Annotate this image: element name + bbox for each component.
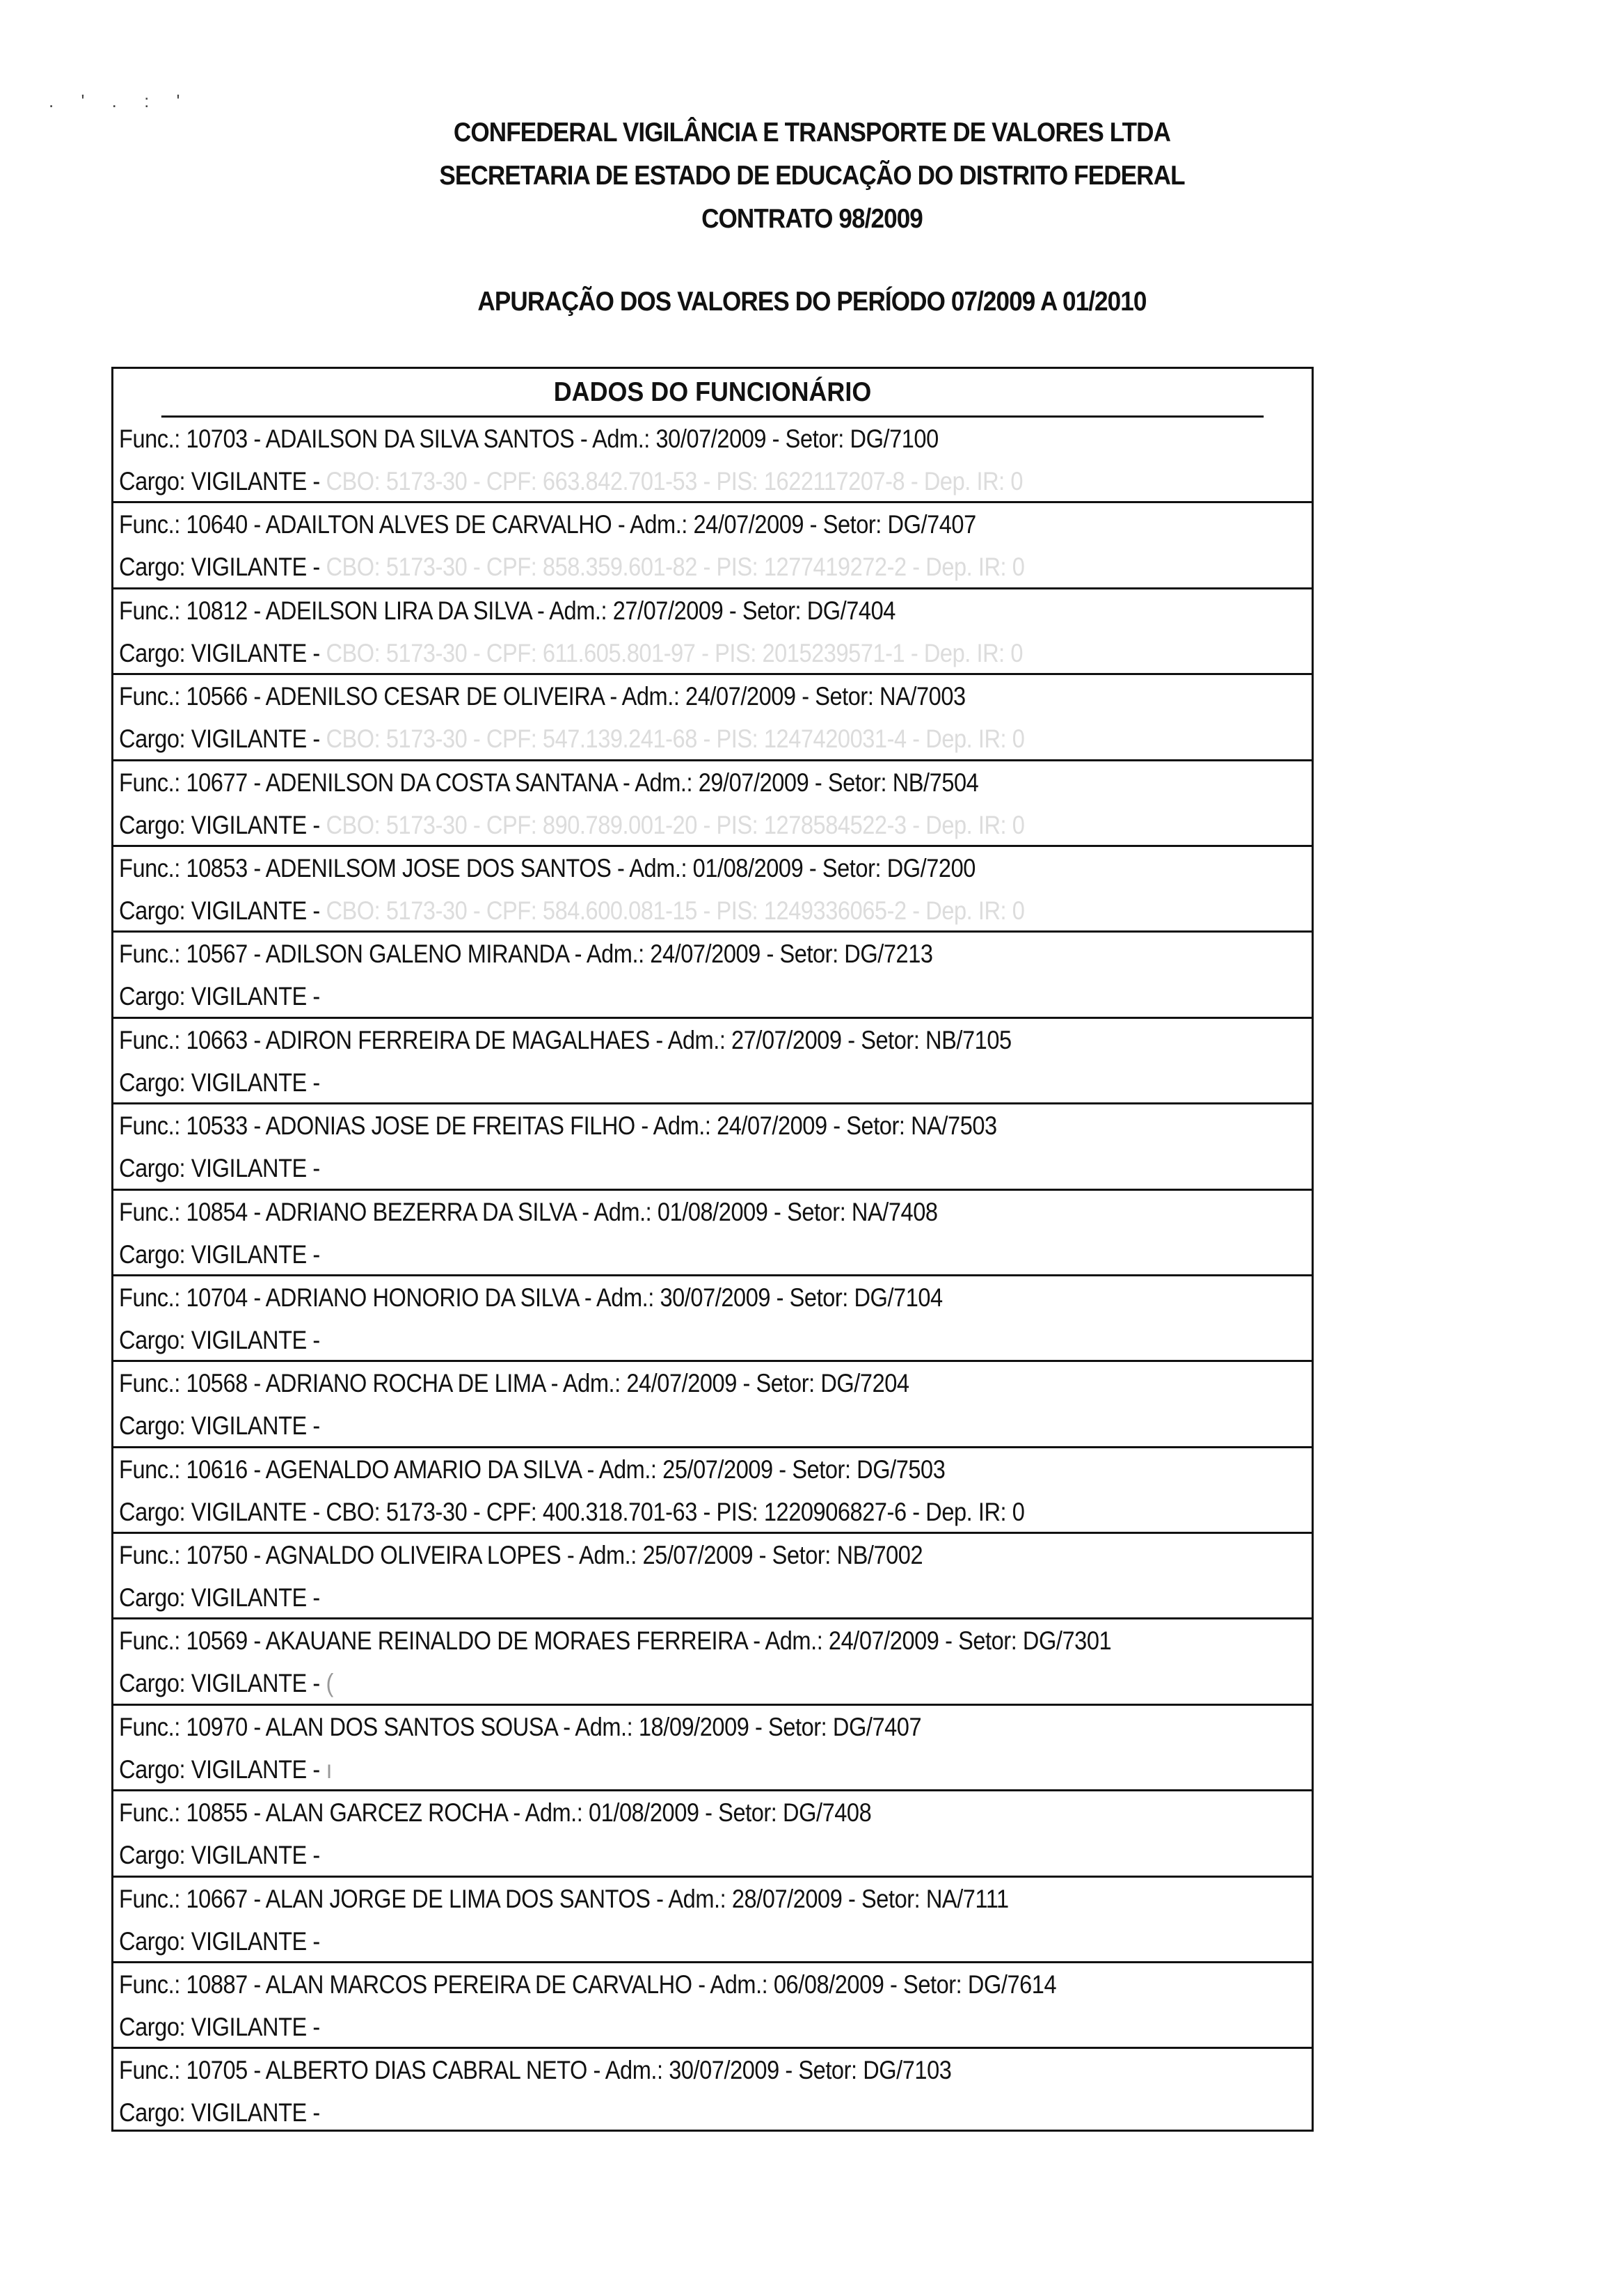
employee-cargo-line bbox=[119, 1491, 1168, 1533]
cargo-extra: ( bbox=[326, 1669, 333, 1698]
employee-cargo-line bbox=[119, 1748, 1168, 1791]
cargo-extra: CBO: 5173-30 - CPF: 584.600.081-15 - PIS: 1249336065-2 - Dep. IR: 0 bbox=[326, 896, 1025, 925]
cargo-text: Cargo: VIGILANTE - bbox=[119, 638, 326, 667]
table-row bbox=[113, 1791, 1312, 1877]
employee-cargo-line bbox=[119, 1576, 1168, 1619]
employee-table bbox=[111, 367, 1314, 2132]
cargo-text: Cargo: VIGILANTE - bbox=[119, 467, 326, 496]
table-row bbox=[113, 1619, 1312, 1705]
employee-func-line: Func.: 10703 - ADAILSON DA SILVA SANTOS - Adm.: 30/07/2009 - Setor: DG/7100 bbox=[119, 425, 939, 453]
company-name: CONFEDERAL VIGILÂNCIA E TRANSPORTE DE VALORES LTDA bbox=[453, 118, 1171, 148]
employee-cargo-line bbox=[119, 1233, 1168, 1276]
table-row bbox=[113, 1534, 1312, 1619]
employee-cargo-line bbox=[119, 2006, 1168, 2048]
period-title: APURAÇÃO DOS VALORES DO PERÍODO 07/2009 A 01/2010 bbox=[477, 287, 1147, 317]
table-row bbox=[113, 589, 1312, 675]
employee-cargo-line bbox=[119, 718, 1168, 760]
table-row bbox=[113, 933, 1312, 1018]
cargo-text: Cargo: VIGILANTE - bbox=[119, 1754, 326, 1784]
employee-func-line: Func.: 10705 - ALBERTO DIAS CABRAL NETO - Adm.: 30/07/2009 - Setor: DG/7103 bbox=[119, 2056, 952, 2085]
table-title: DADOS DO FUNCIONÁRIO bbox=[161, 369, 1264, 418]
table-row bbox=[113, 1963, 1312, 2049]
employee-func-line: Func.: 10677 - ADENILSON DA COSTA SANTANA - Adm.: 29/07/2009 - Setor: NB/7504 bbox=[119, 768, 979, 797]
employee-func-line: Func.: 10569 - AKAUANE REINALDO DE MORAES FERREIRA - Adm.: 24/07/2009 - Setor: DG/7301 bbox=[119, 1626, 1112, 1656]
employee-func-line: Func.: 10854 - ADRIANO BEZERRA DA SILVA - Adm.: 01/08/2009 - Setor: NA/7408 bbox=[119, 1197, 938, 1226]
scan-specks: . ' . : ' bbox=[49, 90, 191, 111]
employee-cargo-line bbox=[119, 804, 1168, 846]
employee-func-line: Func.: 10970 - ALAN DOS SANTOS SOUSA - Adm.: 18/09/2009 - Setor: DG/7407 bbox=[119, 1712, 922, 1741]
table-row bbox=[113, 675, 1312, 761]
employee-func-line: Func.: 10663 - ADIRON FERREIRA DE MAGALHAES - Adm.: 27/07/2009 - Setor: NB/7105 bbox=[119, 1025, 1012, 1054]
employee-cargo-line bbox=[119, 460, 1168, 502]
employee-func-line: Func.: 10855 - ALAN GARCEZ ROCHA - Adm.: 01/08/2009 - Setor: DG/7408 bbox=[119, 1798, 872, 1828]
cargo-text: Cargo: VIGILANTE - bbox=[119, 1411, 320, 1441]
cargo-text: Cargo: VIGILANTE - bbox=[119, 810, 326, 839]
table-row bbox=[113, 503, 1312, 589]
employee-cargo-line bbox=[119, 1920, 1168, 1963]
contract-number: CONTRATO 98/2009 bbox=[701, 204, 923, 234]
cargo-extra: ı bbox=[326, 1754, 333, 1784]
table-row bbox=[113, 847, 1312, 933]
cargo-text: Cargo: VIGILANTE - bbox=[119, 2013, 320, 2042]
table-row bbox=[113, 1448, 1312, 1534]
cargo-text: Cargo: VIGILANTE - bbox=[119, 1068, 320, 1097]
employee-func-line: Func.: 10640 - ADAILTON ALVES DE CARVALHO - Adm.: 24/07/2009 - Setor: DG/7407 bbox=[119, 510, 976, 539]
cargo-text: Cargo: VIGILANTE - CBO: 5173-30 - CPF: 400.318.701-63 - PIS: 1220906827-6 - Dep. IR: 0 bbox=[119, 1497, 1025, 1526]
employee-cargo-line bbox=[119, 2091, 1168, 2134]
employee-func-line: Func.: 10566 - ADENILSO CESAR DE OLIVEIRA - Adm.: 24/07/2009 - Setor: NA/7003 bbox=[119, 682, 966, 711]
cargo-text: Cargo: VIGILANTE - bbox=[119, 1154, 320, 1183]
cargo-text: Cargo: VIGILANTE - bbox=[119, 982, 320, 1011]
table-row bbox=[113, 1191, 1312, 1276]
employee-func-line: Func.: 10812 - ADEILSON LIRA DA SILVA - Adm.: 27/07/2009 - Setor: DG/7404 bbox=[119, 596, 895, 625]
table-row bbox=[113, 418, 1312, 503]
employee-cargo-line bbox=[119, 1061, 1168, 1104]
table-row bbox=[113, 1019, 1312, 1104]
employee-func-line: Func.: 10887 - ALAN MARCOS PEREIRA DE CARVALHO - Adm.: 06/08/2009 - Setor: DG/7614 bbox=[119, 1970, 1057, 1999]
employee-cargo-line bbox=[119, 975, 1168, 1017]
cargo-text: Cargo: VIGILANTE - bbox=[119, 1239, 320, 1269]
cargo-text: Cargo: VIGILANTE - bbox=[119, 1926, 320, 1956]
cargo-text: Cargo: VIGILANTE - bbox=[119, 896, 326, 925]
employee-cargo-line bbox=[119, 1662, 1168, 1704]
table-row bbox=[113, 1878, 1312, 1963]
employee-func-line: Func.: 10750 - AGNALDO OLIVEIRA LOPES - Adm.: 25/07/2009 - Setor: NB/7002 bbox=[119, 1541, 923, 1570]
employee-func-line: Func.: 10568 - ADRIANO ROCHA DE LIMA - Adm.: 24/07/2009 - Setor: DG/7204 bbox=[119, 1369, 909, 1398]
cargo-text: Cargo: VIGILANTE - bbox=[119, 1325, 320, 1354]
cargo-text: Cargo: VIGILANTE - bbox=[119, 1841, 320, 1870]
table-row bbox=[113, 1104, 1312, 1190]
cargo-text: Cargo: VIGILANTE - bbox=[119, 724, 326, 754]
cargo-text: Cargo: VIGILANTE - bbox=[119, 2098, 320, 2128]
employee-func-line: Func.: 10616 - AGENALDO AMARIO DA SILVA - Adm.: 25/07/2009 - Setor: DG/7503 bbox=[119, 1455, 946, 1484]
employee-cargo-line bbox=[119, 632, 1168, 674]
table-row bbox=[113, 1276, 1312, 1362]
cargo-text: Cargo: VIGILANTE - bbox=[119, 1669, 326, 1698]
employee-cargo-line bbox=[119, 546, 1168, 588]
table-row bbox=[113, 2049, 1312, 2134]
department-name: SECRETARIA DE ESTADO DE EDUCAÇÃO DO DISTRITO FEDERAL bbox=[439, 161, 1185, 191]
employee-cargo-line bbox=[119, 889, 1168, 932]
cargo-extra: CBO: 5173-30 - CPF: 858.359.601-82 - PIS: 1277419272-2 - Dep. IR: 0 bbox=[326, 553, 1025, 582]
table-row bbox=[113, 761, 1312, 847]
cargo-text: Cargo: VIGILANTE - bbox=[119, 1583, 320, 1613]
employee-func-line: Func.: 10667 - ALAN JORGE DE LIMA DOS SANTOS - Adm.: 28/07/2009 - Setor: NA/7111 bbox=[119, 1884, 1009, 1913]
cargo-extra: CBO: 5173-30 - CPF: 663.842.701-53 - PIS: 1622117207-8 - Dep. IR: 0 bbox=[326, 467, 1024, 496]
employee-func-line: Func.: 10567 - ADILSON GALENO MIRANDA - Adm.: 24/07/2009 - Setor: DG/7213 bbox=[119, 940, 933, 969]
table-row bbox=[113, 1362, 1312, 1448]
employee-cargo-line bbox=[119, 1404, 1168, 1447]
employee-func-line: Func.: 10533 - ADONIAS JOSE DE FREITAS FILHO - Adm.: 24/07/2009 - Setor: NA/7503 bbox=[119, 1111, 997, 1141]
table-row bbox=[113, 1706, 1312, 1791]
cargo-text: Cargo: VIGILANTE - bbox=[119, 553, 326, 582]
cargo-extra: CBO: 5173-30 - CPF: 547.139.241-68 - PIS: 1247420031-4 - Dep. IR: 0 bbox=[326, 724, 1025, 754]
employee-cargo-line bbox=[119, 1319, 1168, 1361]
cargo-extra: CBO: 5173-30 - CPF: 890.789.001-20 - PIS: 1278584522-3 - Dep. IR: 0 bbox=[326, 810, 1025, 839]
employee-cargo-line bbox=[119, 1147, 1168, 1189]
employee-func-line: Func.: 10853 - ADENILSOM JOSE DOS SANTOS - Adm.: 01/08/2009 - Setor: DG/7200 bbox=[119, 853, 976, 882]
document-header bbox=[0, 111, 1624, 241]
employee-func-line: Func.: 10704 - ADRIANO HONORIO DA SILVA - Adm.: 30/07/2009 - Setor: DG/7104 bbox=[119, 1283, 943, 1312]
employee-cargo-line bbox=[119, 1834, 1168, 1876]
cargo-extra: CBO: 5173-30 - CPF: 611.605.801-97 - PIS: 2015239571-1 - Dep. IR: 0 bbox=[326, 638, 1024, 667]
